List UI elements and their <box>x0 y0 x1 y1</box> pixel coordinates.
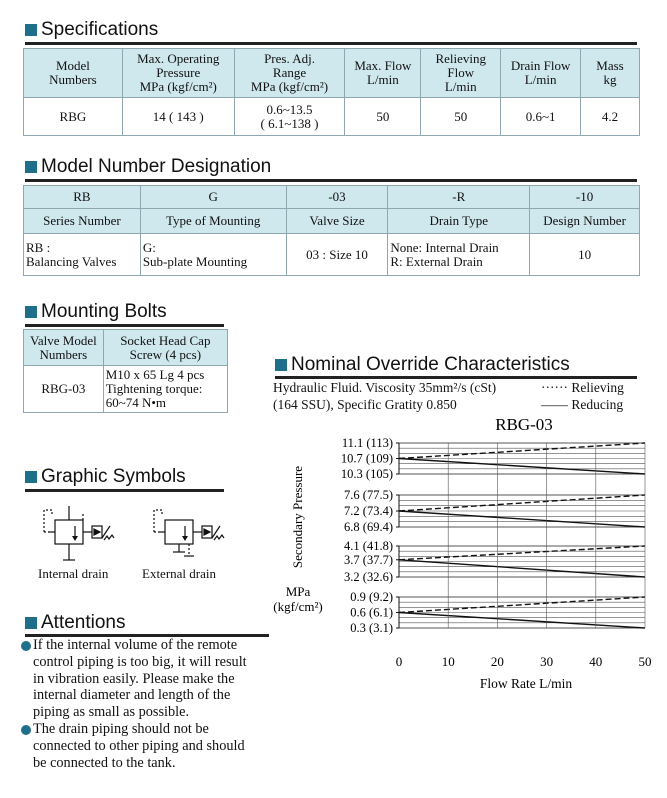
y-tick-label: 0.3 (3.1) <box>350 621 393 635</box>
spec-max-pressure: 14 ( 143 ) <box>122 98 234 136</box>
reducing-line <box>399 613 645 629</box>
reducing-line <box>399 560 645 577</box>
external-drain-label: External drain <box>142 566 216 581</box>
x-tick-label: 0 <box>395 654 403 669</box>
designation-title-cell: Type of Mounting <box>140 209 286 234</box>
spec-model: RBG <box>24 98 123 136</box>
relieving-line <box>399 597 645 613</box>
y-tick-label: 7.6 (77.5) <box>344 488 393 502</box>
designation-value: None: Internal Drain R: External Drain <box>388 234 530 276</box>
bolts-desc: M10 x 65 Lg 4 pcs Tightening torque: 60~74 N•m <box>103 366 227 413</box>
spec-max-flow: 50 <box>345 98 421 136</box>
y-unit-label: MPa <box>285 584 311 599</box>
spec-header-max-flow: Max. Flow L/min <box>345 49 421 98</box>
spec-range: 0.6~13.5 ( 6.1~138 ) <box>234 98 345 136</box>
chart-title: RBG-03 <box>495 415 553 434</box>
designation-code: -10 <box>530 186 640 209</box>
bolts-header-model: Valve Model Numbers <box>24 330 104 366</box>
designation-value: 10 <box>530 234 640 276</box>
y-tick-label: 4.1 (41.8) <box>344 539 393 553</box>
x-tick-label: 40 <box>589 654 603 669</box>
attention-item: The drain piping should not be connected to other piping and should be connected to the tank. <box>21 721 271 771</box>
y-tick-label: 10.7 (109) <box>340 451 393 466</box>
legend-reducing-marker: —— <box>541 397 568 412</box>
y-tick-label: 6.8 (69.4) <box>344 520 393 534</box>
x-tick-label: 50 <box>638 654 652 669</box>
y-tick-label: 10.3 (105) <box>340 467 393 481</box>
bolts-header-screw: Socket Head Cap Screw (4 pcs) <box>103 330 227 366</box>
attention-item: If the internal volume of the remote control piping is too big, it will result in vibration easily. Please make the internal diameter and length of the piping as small as possible. <box>21 637 271 721</box>
y-unit-label: (kgf/cm²) <box>273 599 323 614</box>
spec-relieving-flow: 50 <box>421 98 501 136</box>
relieving-line <box>399 495 645 511</box>
bolts-title: Mounting Bolts <box>41 301 167 322</box>
designation-title: Model Number Designation <box>41 156 272 177</box>
designation-title-cell: Drain Type <box>388 209 530 234</box>
fluid-info-line2: (164 SSU), Specific Gratity 0.850 <box>273 397 457 412</box>
designation-value: 03 : Size 10 <box>286 234 388 276</box>
relieving-line <box>399 546 645 560</box>
x-tick-label: 10 <box>441 654 455 669</box>
fluid-info-line1: Hydraulic Fluid. Viscosity 35mm²/s (cSt) <box>273 380 497 395</box>
legend-reducing: —— Reducing <box>541 397 624 412</box>
designation-title-cell: Series Number <box>24 209 141 234</box>
designation-code: -03 <box>286 186 388 209</box>
y-tick-label: 0.9 (9.2) <box>350 590 393 604</box>
reducing-line <box>399 511 645 527</box>
legend-relieving-marker: ······ <box>541 380 568 395</box>
spec-header-mass: Mass kg <box>581 49 640 98</box>
spec-drain-flow: 0.6~1 <box>501 98 581 136</box>
spec-header-drain-flow: Drain Flow L/min <box>501 49 581 98</box>
designation-code: G <box>140 186 286 209</box>
designation-code: -R <box>388 186 530 209</box>
override-title: Nominal Override Characteristics <box>291 354 570 375</box>
spec-header-relieving-flow: Relieving Flow L/min <box>421 49 501 98</box>
y-axis-label: Secondary Pressure <box>290 465 305 569</box>
y-tick-label: 0.6 (6.1) <box>350 605 393 620</box>
symbols-title: Graphic Symbols <box>41 466 186 487</box>
designation-value: G: Sub-plate Mounting <box>140 234 286 276</box>
attentions-title: Attentions <box>41 612 126 633</box>
designation-title-cell: Design Number <box>530 209 640 234</box>
y-tick-label: 3.7 (37.7) <box>344 552 393 567</box>
legend-relieving: ······ Relieving <box>541 380 624 395</box>
designation-value: RB : Balancing Valves <box>24 234 141 276</box>
designation-title-cell: Valve Size <box>286 209 388 234</box>
spec-header-model: Model Numbers <box>24 49 123 98</box>
spec-header-range: Pres. Adj. Range MPa (kgf/cm²) <box>234 49 345 98</box>
relieving-line <box>399 443 645 459</box>
specifications-title: Specifications <box>41 19 159 40</box>
y-tick-label: 3.2 (32.6) <box>344 570 393 584</box>
reducing-line <box>399 459 645 475</box>
designation-code: RB <box>24 186 141 209</box>
x-tick-label: 20 <box>490 654 504 669</box>
y-tick-label: 11.1 (113) <box>341 436 393 450</box>
spec-mass: 4.2 <box>581 98 640 136</box>
spec-header-max-pressure: Max. Operating Pressure MPa (kgf/cm²) <box>122 49 234 98</box>
x-tick-label: 30 <box>540 654 554 669</box>
x-axis-label: Flow Rate L/min <box>479 676 573 691</box>
bolts-model: RBG-03 <box>24 366 104 413</box>
internal-drain-label: Internal drain <box>38 566 109 581</box>
y-tick-label: 7.2 (73.4) <box>344 504 393 518</box>
